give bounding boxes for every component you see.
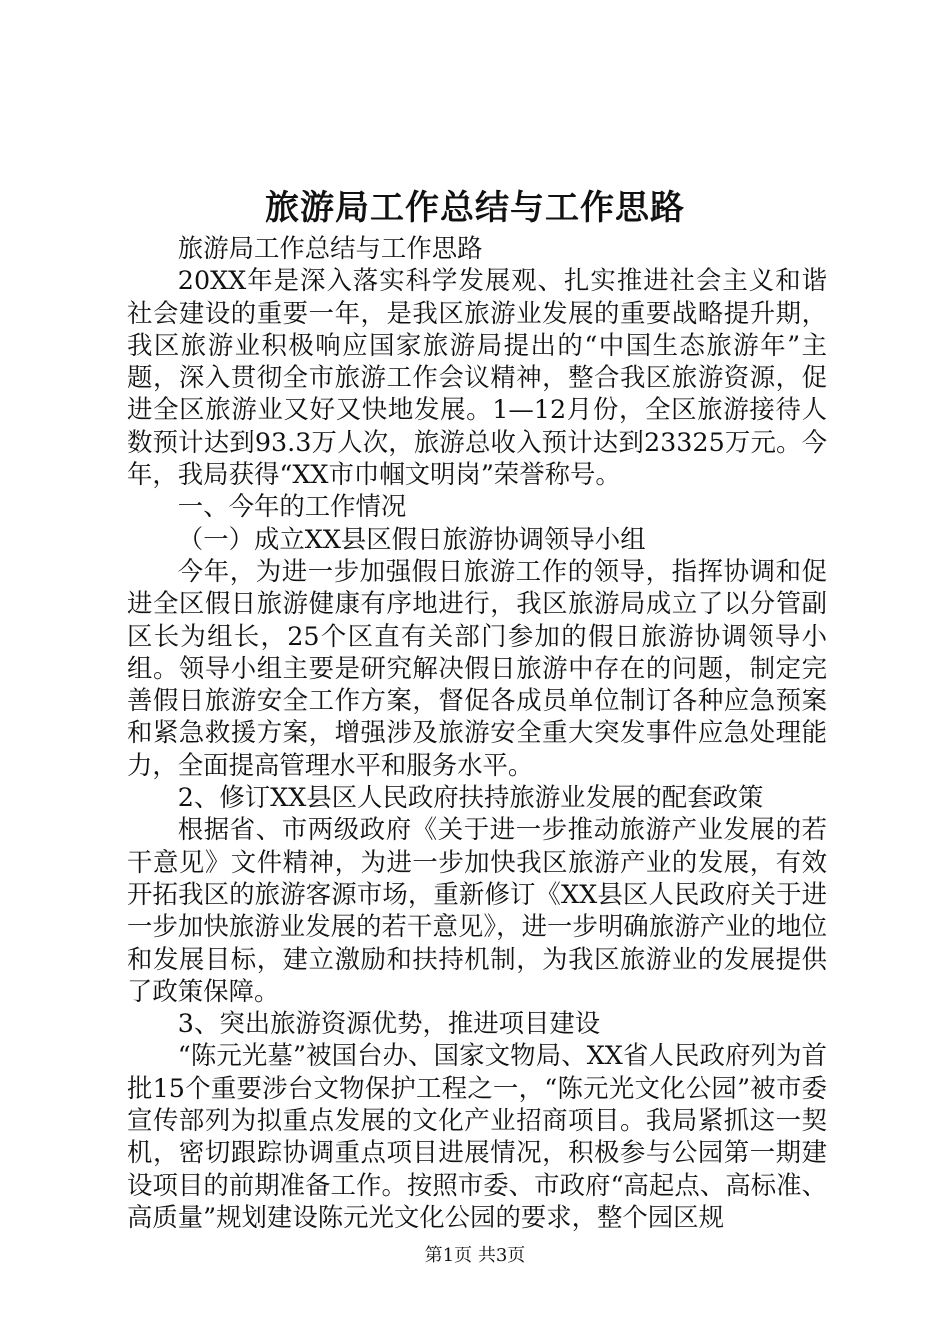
document-body (127, 232, 827, 1233)
subsection-heading: 3、突出旅游资源优势，推进项目建设 (177, 1008, 601, 1039)
paragraph-body: 根据省、市两级政府《关于进一步推动旅游产业发展的若干意见》文件精神，为进一步加快我区旅游产业的发展，有效开拓我区的旅游客源市场，重新修订《XX县区人民政府关于进一步加快旅游业发展的若干意见》，进一步明确旅游产业的地位和发展目标，建立激励和扶持机制，为我区旅游业的发展提供了政策保障。 (127, 814, 827, 1006)
paragraph-subtitle: 旅游局工作总结与工作思路 (177, 233, 483, 263)
paragraph-body: 今年，为进一步加强假日旅游工作的领导，指挥协调和促进全区假日旅游健康有序地进行，我区旅游局成立了以分管副区长为组长，25个区直有关部门参加的假日旅游协调领导小组。领导小组主要是研究解决假日旅游中存在的问题，制定完善假日旅游安全工作方案，督促各成员单位制订各种应急预案和紧急救援方案，增强涉及旅游安全重大突发事件应急处理能力，全面提高管理水平和服务水平。 (127, 555, 827, 780)
paragraph-body: “陈元光墓”被国台办、国家文物局、XX省人民政府列为首批15个重要涉台文物保护工程之一，“陈元光文化公园”被市委宣传部列为拟重点发展的文化产业招商项目。我局紧抓这一契机，密切跟踪协调重点项目进展情况，积极参与公园第一期建设项目的前期准备工作。按照市委、市政府“高起点、高标准、高质量”规划建设陈元光文化公园的要求，整个园区规 (127, 1040, 827, 1232)
subsection-heading: （一）成立XX县区假日旅游协调领导小组 (177, 523, 646, 554)
subsection-heading: 2、修订XX县区人民政府扶持旅游业发展的配套政策 (177, 782, 764, 813)
section-heading: 一、今年的工作情况 (177, 491, 407, 522)
paragraph-intro: 20XX年是深入落实科学发展观、扎实推进社会主义和谐社会建设的重要一年，是我区旅游业发展的重要战略提升期，我区旅游业积极响应国家旅游局提出的“中国生态旅游年”主题，深入贯彻全市旅游工作会议精神，整合我区旅游资源，促进全区旅游业又好又快地发展。1—12月份，全区旅游接待人数预计达到93.3万人次，旅游总收入预计达到23325万元。今年，我局获得“XX市巾帼文明岗”荣誉称号。 (127, 265, 827, 490)
document-title: 旅游局工作总结与工作思路 (265, 188, 685, 228)
page-footer: 第1页 共3页 (424, 1245, 526, 1266)
